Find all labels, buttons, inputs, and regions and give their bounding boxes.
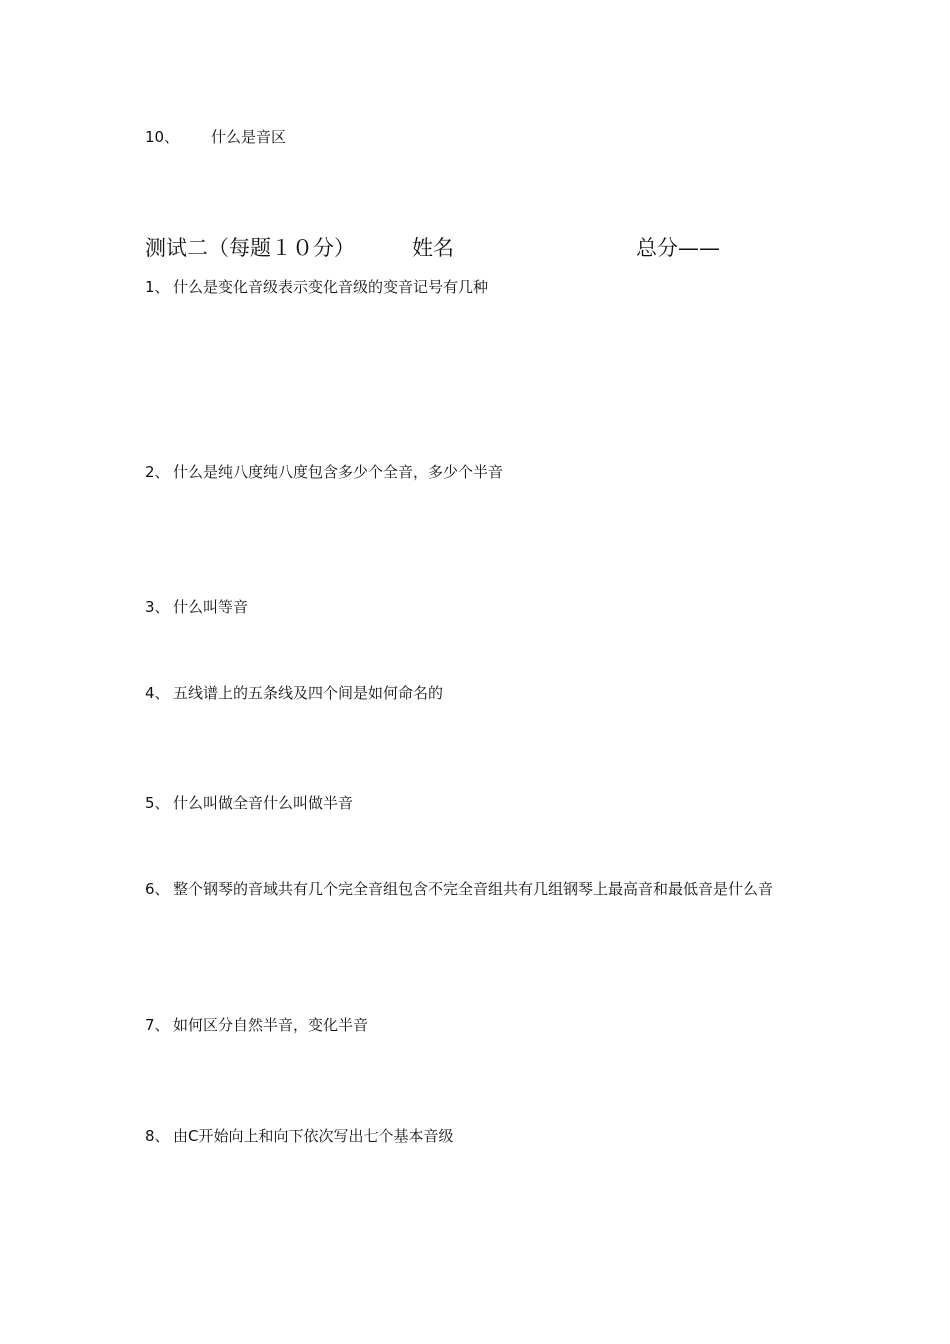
test-heading <box>145 234 845 262</box>
question-number: 10、 <box>145 128 180 146</box>
question-2 <box>145 462 503 482</box>
question-3 <box>145 597 248 617</box>
question-number: 6、 <box>145 880 170 898</box>
question-text: 什么是纯八度纯八度包含多少个全音，多少个半音 <box>173 463 504 481</box>
question-number: 3、 <box>145 598 170 616</box>
question-text: 什么叫等音 <box>173 598 249 616</box>
name-label: 姓名 <box>412 236 454 260</box>
question-text: 整个钢琴的音域共有几个完全音组包含不完全音组共有几组钢琴上最高音和最低音是什么音 <box>173 880 774 898</box>
question-text: 由C开始向上和向下依次写出七个基本音级 <box>173 1127 454 1145</box>
question-1 <box>145 277 488 297</box>
question-number: 4、 <box>145 684 170 702</box>
question-text: 什么叫做全音什么叫做半音 <box>173 794 354 812</box>
question-8 <box>145 1126 453 1146</box>
test-title: 测试二（每题１０分） <box>145 236 355 260</box>
question-4 <box>145 683 443 703</box>
question-text: 如何区分自然半音，变化半音 <box>173 1016 369 1034</box>
question-6 <box>145 879 773 899</box>
question-number: 5、 <box>145 794 170 812</box>
question-5 <box>145 793 353 813</box>
question-number: 2、 <box>145 463 170 481</box>
question-text: 什么是变化音级表示变化音级的变音记号有几种 <box>173 278 489 296</box>
question-text: 五线谱上的五条线及四个间是如何命名的 <box>173 684 444 702</box>
question-text: 什么是音区 <box>211 128 287 146</box>
question-number: 7、 <box>145 1016 170 1034</box>
question-number: 8、 <box>145 1127 170 1145</box>
question-10 <box>145 127 286 147</box>
question-number: 1、 <box>145 278 170 296</box>
question-7 <box>145 1015 368 1035</box>
total-score-label: 总分—— <box>636 236 720 260</box>
